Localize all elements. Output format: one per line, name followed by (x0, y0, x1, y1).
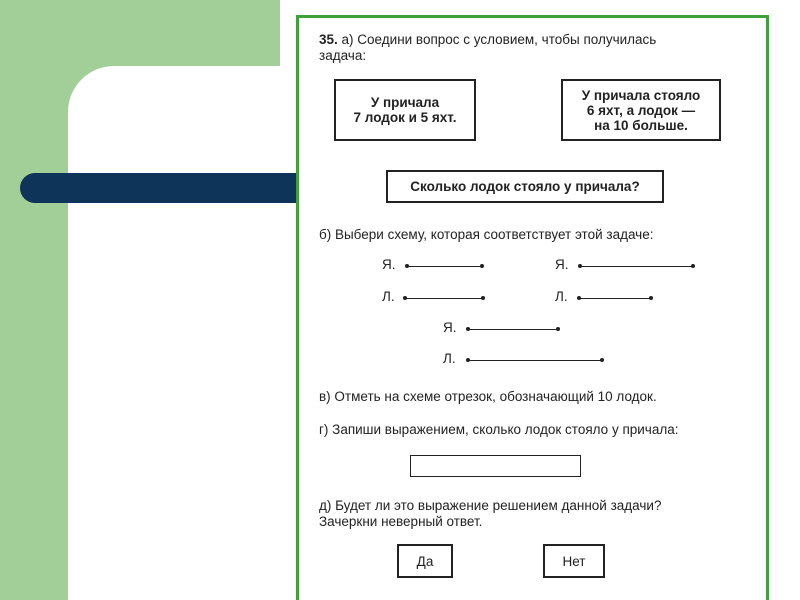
question-box[interactable] (386, 170, 664, 203)
expression-answer-field[interactable] (410, 455, 581, 477)
slide-accent-bar (20, 173, 310, 203)
yachts-segment (580, 266, 693, 267)
boats-label: Л. (555, 289, 568, 304)
slide-white-panel (68, 66, 300, 600)
part-v-instruction: в) Отметь на схеме отрезок, обозначающий 10 лодок. (319, 389, 657, 404)
part-d-instruction-line2: Зачеркни неверный ответ. (319, 514, 483, 529)
yachts-label: Я. (382, 257, 396, 272)
boats-label: Л. (382, 289, 395, 304)
yachts-segment (468, 329, 558, 330)
boats-segment (405, 298, 483, 299)
yachts-label: Я. (443, 320, 457, 335)
task-heading (319, 31, 656, 48)
no-label: Нет (562, 553, 586, 569)
condition-right-line: на 10 больше. (594, 117, 688, 133)
task-number: 35. (319, 32, 338, 47)
worksheet-page (296, 15, 769, 600)
yachts-segment (407, 266, 482, 267)
part-d-instruction: д) Будет ли это выражение решением данной задачи? (319, 498, 662, 513)
question-text: Сколько лодок стояло у причала? (410, 179, 640, 194)
boats-label: Л. (443, 351, 456, 366)
boats-segment (579, 298, 651, 299)
condition-left-box[interactable] (334, 79, 476, 141)
condition-right-box[interactable] (561, 79, 721, 141)
part-a-instruction-line2: задача: (319, 48, 367, 63)
part-g-instruction: г) Запиши выражением, сколько лодок стояло у причала: (319, 422, 679, 437)
condition-left-line: У причала (370, 95, 440, 110)
no-answer-box[interactable] (543, 544, 605, 578)
yes-label: Да (416, 553, 434, 569)
condition-right-line: 6 яхт, а лодок — (586, 102, 696, 118)
boats-segment (468, 360, 602, 361)
part-a-instruction: а) Соедини вопрос с условием, чтобы получилась (341, 32, 657, 47)
condition-left-line: 7 лодок и 5 яхт. (353, 110, 457, 125)
yes-answer-box[interactable] (397, 544, 453, 578)
condition-right-line: У причала стояло (581, 87, 701, 103)
yachts-label: Я. (555, 257, 569, 272)
part-b-instruction: б) Выбери схему, которая соответствует этой задаче: (319, 227, 654, 242)
